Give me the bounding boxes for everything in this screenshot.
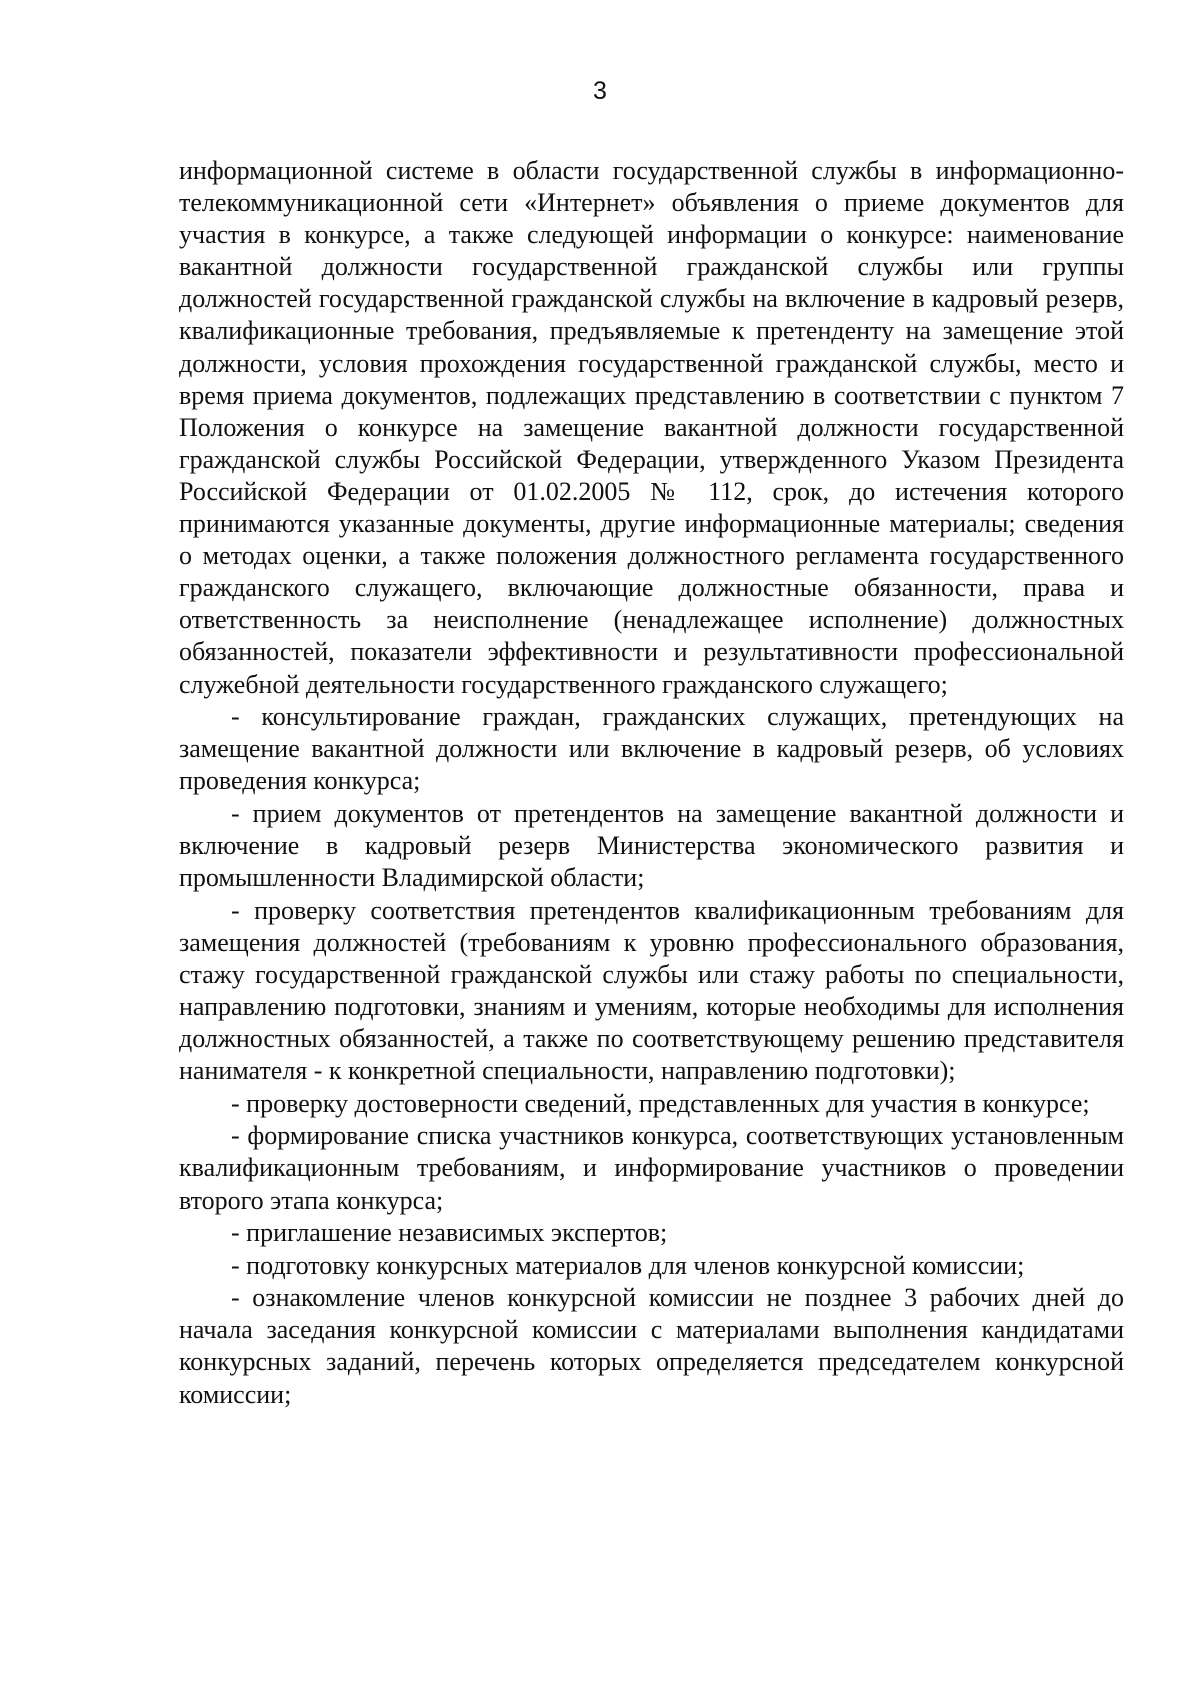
list-item-qualification-check: - проверку соответствия претендентов квалификационным требованиям для замещения должностей (требованиям к уровню профессионального образования, стажу государственной гражданской службы или стажу работы по специальности, направлению подготовки, знаниям и умениям, которые необходимы для исполнения должностных обязанностей, а также по соответствующему решению представителя нанимателя - к конкретной специальности, направлению подготовки);	[179, 895, 1124, 1086]
list-item-consulting: - консультирование граждан, гражданских служащих, претендующих на замещение вакантной должности или включение в кадровый резерв, об условиях проведения конкурса;	[179, 702, 1124, 796]
paragraph-continuation: информационной системе в области государственной службы в информационно-телекоммуникационной сети «Интернет» объявления о приеме документов для участия в конкурсе, а также следующей информации о конкурсе: наименование вакантной должности государственной гражданской службы или группы должностей государственной гражданской службы на включение в кадровый резерв, квалификационные требования, предъявляемые к претенденту на замещение этой должности, условия прохождения государственной гражданской службы, место и время приема документов, подлежащих представлению в соответствии с пунктом 7 Положения о конкурсе на замещение вакантной должности государственной гражданской службы Российской Федерации, утвержденного Указом Президента Российской Федерации от 01.02.2005 № 112, срок, до истечения которого принимаются указанные документы, другие информационные материалы; сведения о методах оценки, а также положения должностного регламента государственного гражданского служащего, включающие должностные обязанности, права и ответственность за неисполнение (ненадлежащее исполнение) должностных обязанностей, показатели эффективности и результативности профессиональной служебной деятельности государственного гражданского служащего;	[179, 156, 1124, 699]
list-item-expert-invitation: - приглашение независимых экспертов;	[231, 1218, 668, 1248]
list-item-reliability-check: - проверку достоверности сведений, представленных для участия в конкурсе;	[231, 1088, 1090, 1118]
list-item-participant-list: - формирование списка участников конкурса, соответствующих установленным квалификационным требованиям, и информирование участников о проведении второго этапа конкурса;	[179, 1121, 1124, 1215]
page-number: 3	[593, 77, 607, 105]
list-item-materials-preparation: - подготовку конкурсных материалов для членов конкурсной комиссии;	[231, 1250, 1025, 1280]
document-body	[179, 155, 1124, 1411]
list-item-document-intake: - прием документов от претендентов на замещение вакантной должности и включение в кадровый резерв Министерства экономического развития и промышленности Владимирской области;	[179, 798, 1124, 893]
list-item-commission-familiarization: - ознакомление членов конкурсной комиссии не позднее 3 рабочих дней до начала заседания конкурсной комиссии с материалами выполнения кандидатами конкурсных заданий, перечень которых определяется председателем конкурсной комиссии;	[179, 1283, 1124, 1409]
